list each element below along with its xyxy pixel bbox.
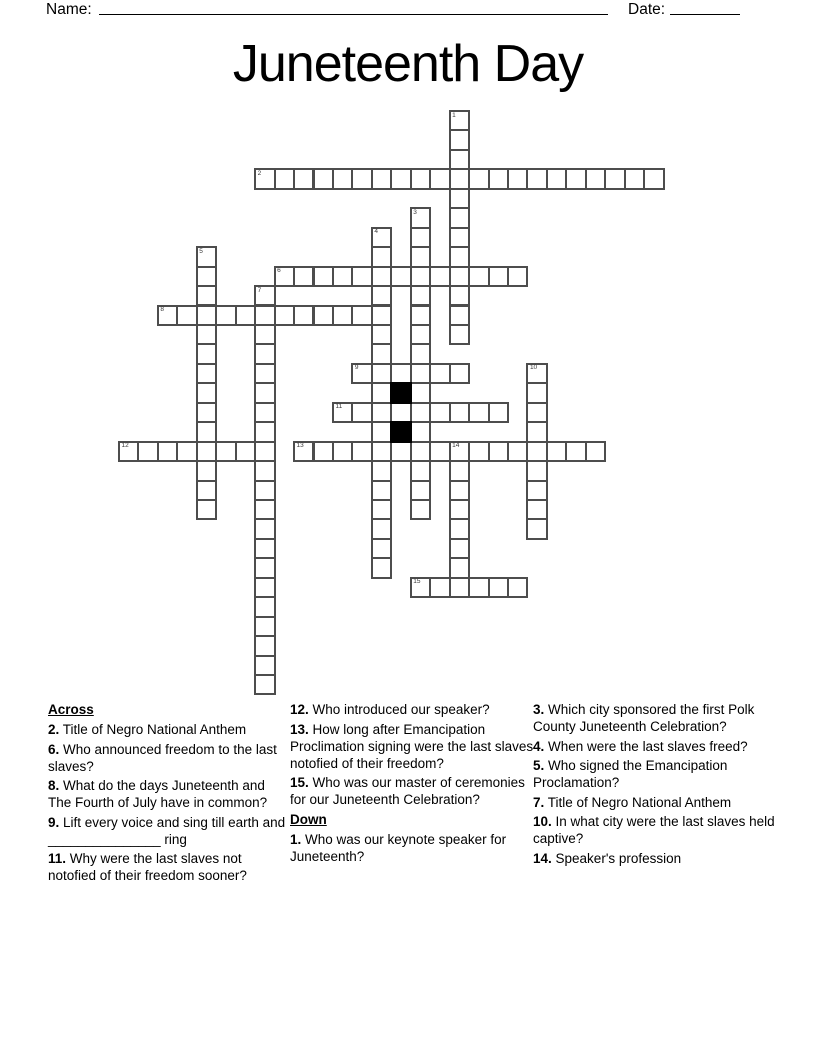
grid-cell[interactable] bbox=[565, 168, 586, 189]
grid-cell[interactable] bbox=[488, 402, 509, 423]
grid-cell[interactable] bbox=[449, 149, 470, 170]
grid-cell[interactable] bbox=[254, 168, 275, 189]
grid-cell[interactable] bbox=[410, 460, 431, 481]
grid-cell[interactable] bbox=[313, 305, 334, 326]
grid-cell[interactable] bbox=[196, 460, 217, 481]
grid-cell[interactable] bbox=[371, 421, 392, 442]
grid-cell[interactable] bbox=[449, 402, 470, 423]
clue-item-2: 2. Title of Negro National Anthem bbox=[48, 722, 247, 737]
grid-cell[interactable] bbox=[468, 266, 489, 287]
grid-cell[interactable] bbox=[254, 382, 275, 403]
grid-cell[interactable] bbox=[526, 499, 547, 520]
grid-cell[interactable] bbox=[410, 382, 431, 403]
clue-number-8: 8 bbox=[160, 306, 165, 313]
grid-cell[interactable] bbox=[254, 635, 275, 656]
grid-cell[interactable] bbox=[390, 266, 411, 287]
grid-cell[interactable] bbox=[546, 168, 567, 189]
grid-cell[interactable] bbox=[410, 421, 431, 442]
grid-cell[interactable] bbox=[293, 305, 314, 326]
across-clues-part2 bbox=[290, 701, 535, 808]
grid-cell[interactable] bbox=[254, 402, 275, 423]
grid-cell[interactable] bbox=[351, 441, 372, 462]
grid-cell[interactable] bbox=[313, 441, 334, 462]
grid-cell[interactable] bbox=[118, 441, 139, 462]
grid-cell[interactable] bbox=[526, 402, 547, 423]
grid-cell[interactable] bbox=[196, 480, 217, 501]
grid-cell[interactable] bbox=[254, 363, 275, 384]
grid-cell[interactable] bbox=[468, 441, 489, 462]
clue-number-7: 7 bbox=[257, 286, 262, 294]
clue-number-3: 3 bbox=[413, 208, 417, 216]
grid-cell[interactable] bbox=[526, 480, 547, 501]
across-heading: Across bbox=[48, 702, 94, 717]
grid-cell[interactable] bbox=[254, 460, 275, 481]
grid-cell[interactable] bbox=[429, 168, 450, 189]
date-label: Date: bbox=[628, 1, 666, 18]
grid-cell[interactable] bbox=[526, 460, 547, 481]
grid-cell[interactable] bbox=[488, 577, 509, 598]
grid-cell[interactable] bbox=[215, 305, 236, 326]
clue-item-10: 10. In what city were the last slaves held captive? bbox=[533, 814, 775, 846]
grid-cell[interactable] bbox=[526, 421, 547, 442]
page-title: Juneteenth Day bbox=[232, 35, 584, 93]
grid-cell[interactable] bbox=[507, 441, 528, 462]
grid-cell[interactable] bbox=[254, 616, 275, 637]
grid-cell[interactable] bbox=[643, 168, 664, 189]
grid-cell[interactable] bbox=[196, 382, 217, 403]
grid-cell[interactable] bbox=[371, 227, 392, 248]
clue-item-4: 4. When were the last slaves freed? bbox=[533, 738, 748, 754]
clue-item-13: 13. How long after Emancipation Proclimation signing were the last slaves notofied of their freedom? bbox=[290, 721, 534, 771]
grid-cell[interactable] bbox=[176, 305, 197, 326]
grid-cell[interactable] bbox=[390, 168, 411, 189]
grid-cell[interactable] bbox=[429, 402, 450, 423]
grid-cell[interactable] bbox=[449, 499, 470, 520]
grid-cell[interactable] bbox=[351, 363, 372, 384]
grid-cell[interactable] bbox=[507, 266, 528, 287]
grid-cell[interactable] bbox=[410, 441, 431, 462]
grid-cell[interactable] bbox=[351, 168, 372, 189]
clue-item-15: 15. Who was our master of ceremonies for our Juneteenth Celebration? bbox=[290, 775, 525, 807]
grid-cell[interactable] bbox=[254, 655, 275, 676]
blocked-cell bbox=[390, 421, 411, 442]
down-heading: Down bbox=[290, 811, 327, 827]
grid-cell[interactable] bbox=[371, 460, 392, 481]
clue-column-2 bbox=[290, 701, 535, 867]
grid-cell[interactable] bbox=[351, 305, 372, 326]
grid-cell[interactable] bbox=[449, 110, 470, 131]
grid-cell[interactable] bbox=[293, 266, 314, 287]
grid-cell[interactable] bbox=[371, 246, 392, 267]
clue-number-15: 15 bbox=[413, 578, 421, 586]
grid-cell[interactable] bbox=[157, 441, 178, 462]
grid-cell[interactable] bbox=[254, 499, 275, 520]
clue-number-9: 9 bbox=[354, 364, 359, 372]
grid-cell[interactable] bbox=[196, 266, 217, 287]
grid-cell[interactable] bbox=[332, 402, 353, 423]
grid-cell[interactable] bbox=[371, 441, 392, 462]
grid-cell[interactable] bbox=[254, 285, 275, 306]
grid-cell[interactable] bbox=[332, 441, 353, 462]
grid-cell[interactable] bbox=[196, 343, 217, 364]
grid-cell[interactable] bbox=[254, 674, 275, 695]
grid-cell[interactable] bbox=[410, 343, 431, 364]
grid-cell[interactable] bbox=[371, 538, 392, 559]
grid-cell[interactable] bbox=[137, 441, 158, 462]
grid-cell[interactable] bbox=[410, 285, 431, 306]
grid-cell[interactable] bbox=[468, 402, 489, 423]
grid-cell[interactable] bbox=[371, 343, 392, 364]
clue-item-7: 7. Title of Negro National Anthem bbox=[533, 794, 732, 810]
grid-cell[interactable] bbox=[196, 363, 217, 384]
grid-cell[interactable] bbox=[332, 266, 353, 287]
grid-cell[interactable] bbox=[488, 441, 509, 462]
grid-cell[interactable] bbox=[449, 246, 470, 267]
grid-cell[interactable] bbox=[332, 305, 353, 326]
grid-cell[interactable] bbox=[313, 266, 334, 287]
grid-cell[interactable] bbox=[371, 382, 392, 403]
grid-cell[interactable] bbox=[371, 518, 392, 539]
clue-item-14: 14. Speaker's profession bbox=[533, 850, 682, 866]
grid-cell[interactable] bbox=[293, 441, 314, 462]
grid-cell[interactable] bbox=[274, 266, 295, 287]
grid-cell[interactable] bbox=[429, 266, 450, 287]
grid-cell[interactable] bbox=[410, 168, 431, 189]
down-clues-part2 bbox=[533, 701, 775, 867]
grid-cell[interactable] bbox=[429, 363, 450, 384]
grid-cell[interactable] bbox=[371, 499, 392, 520]
grid-cell[interactable] bbox=[371, 168, 392, 189]
grid-cell[interactable] bbox=[254, 577, 275, 598]
grid-cell[interactable] bbox=[410, 363, 431, 384]
blocked-cell bbox=[390, 382, 411, 403]
name-input-line[interactable] bbox=[99, 0, 608, 15]
clue-column-1 bbox=[48, 701, 286, 887]
grid-cell[interactable] bbox=[468, 168, 489, 189]
grid-cell[interactable] bbox=[526, 518, 547, 539]
grid-cell[interactable] bbox=[449, 285, 470, 306]
grid-cell[interactable] bbox=[526, 441, 547, 462]
grid-cell[interactable] bbox=[254, 421, 275, 442]
grid-cell[interactable] bbox=[274, 305, 295, 326]
clue-number-4: 4 bbox=[374, 228, 378, 236]
grid-cell[interactable] bbox=[507, 577, 528, 598]
grid-cell[interactable] bbox=[449, 129, 470, 150]
clue-item-9: 9. Lift every voice and sing till earth and _______________ ring bbox=[48, 814, 286, 847]
grid-cell[interactable] bbox=[254, 305, 275, 326]
grid-cell[interactable] bbox=[429, 577, 450, 598]
clue-number-14: 14 bbox=[452, 442, 460, 450]
grid-cell[interactable] bbox=[585, 168, 606, 189]
grid-cell[interactable] bbox=[546, 441, 567, 462]
grid-cell[interactable] bbox=[565, 441, 586, 462]
grid-cell[interactable] bbox=[254, 596, 275, 617]
clue-item-5: 5. Who signed the Emancipation Proclamation? bbox=[533, 758, 728, 790]
grid-cell[interactable] bbox=[274, 168, 295, 189]
clue-item-8: 8. What do the days Juneteenth and The Fourth of July have in common? bbox=[48, 778, 268, 810]
grid-cell[interactable] bbox=[410, 207, 431, 228]
grid-cell[interactable] bbox=[196, 441, 217, 462]
grid-cell[interactable] bbox=[254, 324, 275, 345]
grid-cell[interactable] bbox=[449, 518, 470, 539]
grid-cell[interactable] bbox=[371, 557, 392, 578]
grid-cell[interactable] bbox=[449, 441, 470, 462]
grid-cell[interactable] bbox=[604, 168, 625, 189]
grid-cell[interactable] bbox=[449, 557, 470, 578]
down-clues-part1 bbox=[290, 831, 535, 865]
grid-cell[interactable] bbox=[371, 324, 392, 345]
grid-cell[interactable] bbox=[449, 207, 470, 228]
clue-number-13: 13 bbox=[296, 442, 304, 450]
grid-cell[interactable] bbox=[449, 227, 470, 248]
clue-number-12: 12 bbox=[121, 442, 129, 450]
grid-cell[interactable] bbox=[449, 363, 470, 384]
grid-cell[interactable] bbox=[410, 227, 431, 248]
across-clues-part1 bbox=[48, 721, 286, 884]
grid-cell[interactable] bbox=[449, 324, 470, 345]
grid-cell[interactable] bbox=[449, 188, 470, 209]
grid-cell[interactable] bbox=[371, 305, 392, 326]
grid-cell[interactable] bbox=[196, 402, 217, 423]
grid-cell[interactable] bbox=[371, 402, 392, 423]
grid-cell[interactable] bbox=[410, 305, 431, 326]
grid-cell[interactable] bbox=[254, 557, 275, 578]
grid-cell[interactable] bbox=[196, 285, 217, 306]
grid-cell[interactable] bbox=[410, 402, 431, 423]
clue-item-11: 11. Why were the last slaves not notofied of their freedom sooner? bbox=[48, 851, 247, 883]
grid-cell[interactable] bbox=[390, 402, 411, 423]
grid-cell[interactable] bbox=[410, 499, 431, 520]
grid-cell[interactable] bbox=[449, 577, 470, 598]
grid-cell[interactable] bbox=[390, 441, 411, 462]
grid-cell[interactable] bbox=[235, 305, 256, 326]
grid-cell[interactable] bbox=[371, 266, 392, 287]
grid-cell[interactable] bbox=[196, 305, 217, 326]
grid-cell[interactable] bbox=[585, 441, 606, 462]
grid-cell[interactable] bbox=[449, 460, 470, 481]
clue-number-5: 5 bbox=[199, 247, 203, 255]
clue-item-6: 6. Who announced freedom to the last slaves? bbox=[48, 741, 277, 774]
clue-column-3 bbox=[533, 701, 775, 869]
grid-cell[interactable] bbox=[215, 441, 236, 462]
grid-cell[interactable] bbox=[196, 324, 217, 345]
clue-item-3: 3. Which city sponsored the first Polk County Juneteenth Celebration? bbox=[533, 702, 755, 734]
grid-cell[interactable] bbox=[390, 363, 411, 384]
grid-cell[interactable] bbox=[371, 480, 392, 501]
grid-cell[interactable] bbox=[449, 168, 470, 189]
grid-cell[interactable] bbox=[410, 577, 431, 598]
clue-number-10: 10 bbox=[529, 364, 538, 372]
grid-cell[interactable] bbox=[371, 285, 392, 306]
grid-cell[interactable] bbox=[526, 168, 547, 189]
date-input-line[interactable] bbox=[670, 0, 740, 15]
grid-cell[interactable] bbox=[410, 324, 431, 345]
grid-cell[interactable] bbox=[235, 441, 256, 462]
grid-cell[interactable] bbox=[429, 441, 450, 462]
clue-number-1: 1 bbox=[452, 111, 456, 119]
grid-cell[interactable] bbox=[176, 441, 197, 462]
grid-cell[interactable] bbox=[449, 266, 470, 287]
grid-cell[interactable] bbox=[449, 538, 470, 559]
clue-item-12: 12. Who introduced our speaker? bbox=[290, 702, 490, 717]
grid-cell[interactable] bbox=[410, 480, 431, 501]
grid-cell[interactable] bbox=[526, 363, 547, 384]
grid-cell[interactable] bbox=[254, 518, 275, 539]
grid-cell[interactable] bbox=[313, 168, 334, 189]
grid-cell[interactable] bbox=[526, 382, 547, 403]
clue-number-6: 6 bbox=[277, 267, 281, 275]
grid-cell[interactable] bbox=[196, 246, 217, 267]
grid-cell[interactable] bbox=[351, 266, 372, 287]
grid-cell[interactable] bbox=[468, 577, 489, 598]
grid-cell[interactable] bbox=[332, 168, 353, 189]
grid-cell[interactable] bbox=[624, 168, 645, 189]
clue-item-1: 1. Who was our keynote speaker for Juneteenth? bbox=[290, 831, 507, 864]
grid-cell[interactable] bbox=[254, 480, 275, 501]
grid-cell[interactable] bbox=[488, 168, 509, 189]
grid-cell[interactable] bbox=[351, 402, 372, 423]
grid-cell[interactable] bbox=[371, 363, 392, 384]
clue-number-2: 2 bbox=[257, 169, 262, 177]
grid-cell[interactable] bbox=[449, 305, 470, 326]
clue-number-11: 11 bbox=[335, 403, 343, 411]
grid-cell[interactable] bbox=[254, 441, 275, 462]
grid-cell[interactable] bbox=[254, 343, 275, 364]
grid-cell[interactable] bbox=[157, 305, 178, 326]
grid-cell[interactable] bbox=[488, 266, 509, 287]
grid-cell[interactable] bbox=[196, 499, 217, 520]
grid-cell[interactable] bbox=[507, 168, 528, 189]
grid-cell[interactable] bbox=[449, 480, 470, 501]
grid-cell[interactable] bbox=[254, 538, 275, 559]
grid-cell[interactable] bbox=[196, 421, 217, 442]
grid-cell[interactable] bbox=[410, 266, 431, 287]
name-label: Name: bbox=[46, 1, 92, 18]
grid-cell[interactable] bbox=[410, 246, 431, 267]
grid-cell[interactable] bbox=[293, 168, 314, 189]
